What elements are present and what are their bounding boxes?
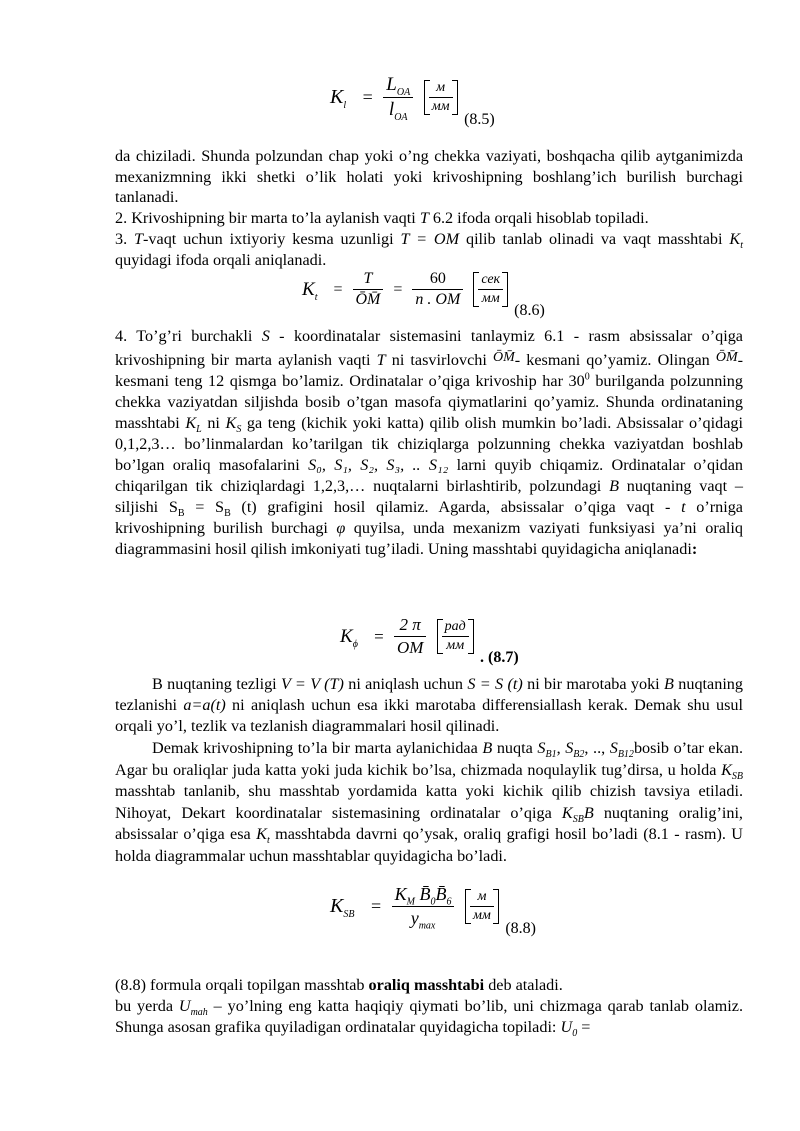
fraction: $\frac{K_M B̄_0B̄_6}{y_{max}}$ [392, 884, 455, 929]
unit-bracket: $\frac{\text{рад}}{мм}$ [437, 619, 474, 654]
equals-sign: = [374, 626, 384, 646]
equals-sign: = [370, 896, 382, 916]
fraction: $\frac{L_{OA}}{l_{OA}}$ [383, 74, 413, 121]
formula-lhs: $K_l$ [330, 86, 347, 111]
paragraph-4: 4. To’g’ri burchakli S - koordinatalar sistemasini tanlaymiz 6.1 - rasm absissalar o’qiga krivoshipning bir marta aylanish vaqti T ni tasvirlovchi ŌM̄- kesmani qo’yamiz. Olingan ŌM̄- kesmani teng 12 qismga bo’lamiz. Ordinatalar o’qiga krivoship har $30^0$ burilganda polzunning chekka vaziyatdan siljishda bosib o’tgan masofa qiymatlarini qo’yamiz. Shunda ordinataning masshtabi $K_L$ ni $K_S$ ga teng (kichik yoki katta) qilib olish mumkin bo’ladi. Absissalar o’qidagi 0,1,2,3… bo’linmalardan ko’tarilgan tik chiziqlarga polzunning chekka vaziyatdan boshlab bo’lgan oraliq masofalarini S₀, S₁, S₂, S₃, .. S₁₂ larni quyib chiqamiz. Ordinatalar o’qidan chiqarilgan tik chiziqlardagi 1,2,3,… nuqtalarni birlashtirib, polzundagi B nuqtaning vaqt – siljishi $S_B = S_B$ (t) grafigini hosil qilamiz. Agarda, absissalar o’qiga vaqt - t o’rniga krivoshipning burilish burchagi φ quyilsa, unda mexanizm vaziyati funksiyasi ya’ni oraliq diagrammasini hosil qilish imkoniyati tug’iladi. Uning masshtabi quyidagicha aniqlanadi: [115, 327, 744, 558]
paragraph-6: Demak krivoshipning to’la bir marta aylanichidaa B nuqta $S_{B1}$, $S_{B2}$, .., $S_{B12}bosib$ o’tar ekan. Agar bu oraliqlar juda katta yoki juda kichik bo’lsa, chizmada noqulaylik tug’dirsa, u holda $K_{SB}$ masshtab tanlanib, shu masshtab yordamida katta yoki kichik qilib chizish tavsiya etiladi. Nihoyat, Dekart koordinatalar sistemasining ordinatalar o’qiga $K_{SB}B$ nuqtaning oralig’ini, absissalar o’qiga esa $K_t$ masshtabda davrni qo’ysak, oraliq grafigi hosil bo’ladi (8.1 - rasm). U holda diagrammalar uchun masshtablar quyidagicha bo’ladi. [115, 739, 744, 865]
formula-tag: (8.5) [464, 110, 495, 128]
fraction: $\frac{2 \pi}{OM}$ [394, 615, 426, 658]
equals-sign: = [393, 280, 403, 298]
fraction: $\frac{T}{ŌM̄}$ [353, 270, 384, 309]
paragraph-1: da chiziladi. Shunda polzundan chap yoki o’ng chekka vaziyati, boshqacha qilib aytganimizda mexanizmning ikki shetki o’lik holati yoki krivoshipning boshlang’ich burilish burchagi tanlanadi. [115, 147, 743, 206]
formula-lhs: $K_{SB}$ [330, 895, 355, 920]
paragraph-7: (8.8) formula orqali topilgan masshtab oraliq masshtabi deb ataladi. [115, 976, 563, 994]
paragraph-3: 3. T-vaqt uchun ixtiyoriy kesma uzunligi T = OM qilib tanlab olinadi va vaqt masshtabi $K_t$ quyidagi ifoda orqali aniqlanadi. [115, 230, 743, 269]
paragraph-5: B nuqtaning tezligi V = V (T) ni aniqlash uchun S = S (t) ni bir marotaba yoki B nuqtaning tezlanishi a=a(t) ni aniqlash uchun esa ikki marotaba differensiallash kerak. Demak shu usul orqali yo’l, tezlik va tezlanish diagrammalari hosil qilinadi. [115, 675, 743, 735]
formula-8-8 [330, 884, 536, 938]
equals-sign: = [333, 280, 343, 298]
formula-lhs: $K_t$ [302, 278, 318, 303]
unit-bracket: $\frac{м}{мм}$ [424, 80, 458, 115]
paragraph-8: bu yerda $U_{mah}$ – yo’lning eng katta haqiqiy qiymati bo’lib, uni chizmaga qarab tanlab olamiz. Shunga asosan grafika quyiladigan ordinatalar quyidagicha topiladi: $U_0$ = [115, 997, 743, 1040]
formula-tag: (8.8) [505, 919, 536, 937]
formula-lhs: $K_\phi$ [340, 625, 358, 650]
paragraph-2: 2. Krivoshipning bir marta to’la aylanish vaqti T 6.2 ifoda orqali hisoblab topiladi. [115, 209, 649, 227]
equals-sign: = [362, 87, 373, 107]
formula-tag: . (8.7) [480, 649, 519, 667]
unit-bracket: $\frac{м}{мм}$ [465, 889, 499, 924]
fraction: $\frac{60}{n . OM}$ [412, 270, 463, 309]
formula-8-5 [330, 74, 495, 129]
formula-8-6 [302, 270, 545, 320]
formula-tag: (8.6) [514, 302, 545, 320]
formula-8-7 [340, 615, 519, 667]
unit-bracket: $\frac{\text{сек}}{мм}$ [473, 272, 508, 307]
